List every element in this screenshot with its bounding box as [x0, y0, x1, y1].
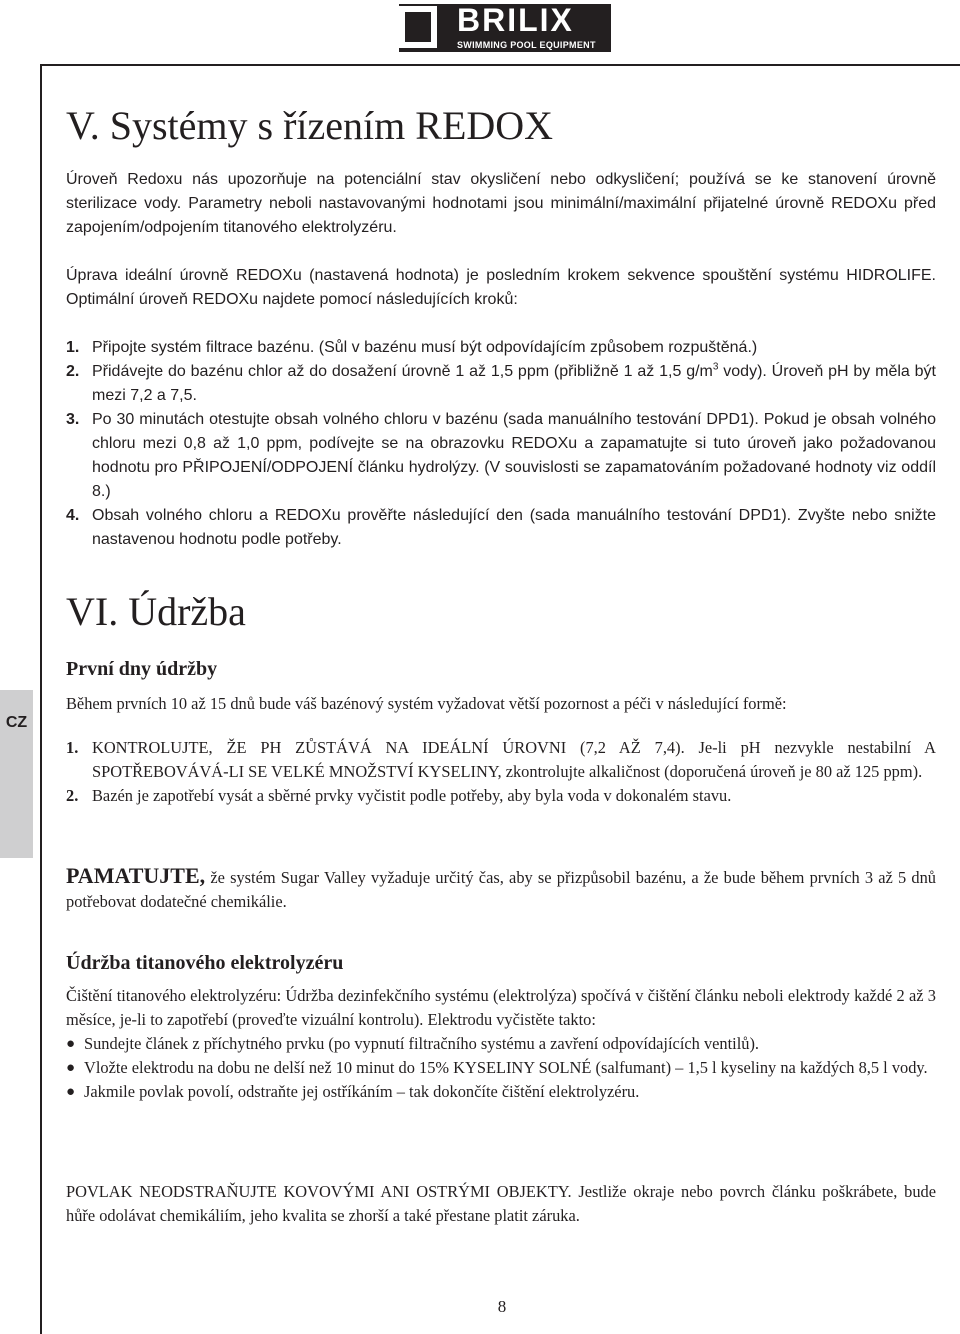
step-number: 3. [66, 411, 80, 428]
step-number: 2. [66, 363, 80, 380]
step-text-after: vody). Úroveň pH by měla být mezi 7,2 a 7,5. [92, 363, 936, 404]
step-number: 4. [66, 507, 80, 524]
page-header [0, 0, 960, 74]
bullet-text: Sundejte článek z příchytného prvku (po vypnutí filtračního systému a zavření odpovídajících ventilů). [84, 1034, 760, 1053]
frame-top-rule [40, 64, 960, 66]
warning-note: POVLAK NEODSTRAŇUJTE KOVOVÝMI ANI OSTRÝMI OBJEKTY. Jestliže okraje nebo povrch článku poškrábete, bude hůře odolávat chemikáliím, jeho kvalita se zhorší a také přestane platit záruka. [66, 1182, 936, 1225]
first-days-steps [66, 736, 936, 808]
logo-subtitle: SWIMMING POOL EQUIPMENT [457, 40, 596, 50]
list-item [66, 1056, 936, 1080]
brilix-logo [399, 4, 611, 52]
section5-setup: Úprava ideální úrovně REDOXu (nastavená hodnota) je posledním krokem sekvence spouštění systému HIDROLIFE. Optimální úroveň REDOXu najdete pomocí následujících kroků: [66, 267, 936, 308]
step-text: Připojte systém filtrace bazénu. (Sůl v bazénu musí být odpovídajícím způsobem rozpuštěná.) [92, 339, 758, 356]
redox-steps [66, 336, 936, 552]
page-number: 8 [497, 1297, 507, 1316]
list-item [66, 360, 936, 408]
bullet-icon: ● [66, 1084, 76, 1100]
bullet-icon: ● [66, 1060, 76, 1076]
logo-square-icon [399, 6, 437, 48]
frame-left-rule [40, 64, 42, 1334]
section6-title: VI. Údržba [66, 589, 246, 634]
electrolyzer-intro: Čištění titanového elektrolyzéru: Údržba dezinfekčního systému (elektrolýza) spočívá v čištění článku neboli elektrody každé 2 až 3 měsíce, je-li to zapotřebí (proveďte vizuální kontrolu). Elektrodu vyčistěte takto: [66, 986, 936, 1029]
superscript: 3 [712, 361, 719, 373]
bullet-text: Vložte elektrodu na dobu ne delší než 10 minut do 15% KYSELINY SOLNÉ (salfumant) – 1,5 l kyseliny na každých 8,5 l vody. [84, 1058, 928, 1077]
language-tab-label: CZ [5, 714, 28, 731]
section5-intro: Úroveň Redoxu nás upozorňuje na potenciální stav okysličení nebo odkysličení; používá se ke stanovení úrovně sterilizace vody. Parametry neboli nastavovanými hodnotami jsou minimální/maximální přijatelné úrovně REDOXu před zapojením/odpojením titanového elektrolyzéru. [66, 171, 936, 236]
step-text-before: Přidávejte do bazénu chlor až do dosažení úrovně 1 až 1,5 ppm (přibližně 1 až 1,5 g/m [92, 363, 713, 380]
remember-text: že systém Sugar Valley vyžaduje určitý čas, aby se přizpůsobil bazénu, a že bude během prvních 3 až 5 dnů potřebovat dodatečné chemikálie. [66, 868, 936, 911]
list-item [66, 408, 936, 504]
step-number: 1. [66, 339, 80, 356]
remember-lead: PAMATUJTE, [66, 863, 206, 888]
bullet-text: Jakmile povlak povolí, odstraňte jej ostříkáním – tak dokončíte čištění elektrolyzéru. [84, 1082, 640, 1101]
list-item [66, 1080, 936, 1104]
logo-text: BRILIX [457, 2, 574, 38]
list-item [66, 336, 936, 360]
step-text: Po 30 minutách otestujte obsah volného chloru v bazénu (sada manuálního testování DPD1). Pokud je obsah volného chloru mezi 0,8 až 1,0 ppm, podívejte se na obrazovku REDOXu a zapamatujte si tuto úroveň jako požadovanou hodnotu pro PŘIPOJENÍ/ODPOJENÍ článku hydrolýzy. (V souvislosti se zapamatováním požadované hodnoty viz oddíl 8.) [92, 411, 936, 500]
list-item [66, 736, 936, 784]
step-number: 1. [66, 738, 79, 757]
step-text: Obsah volného chloru a REDOXu prověřte následující den (sada manuálního testování DPD1). Zvyšte nebo snižte nastavenou hodnotu podle potřeby. [92, 507, 936, 548]
bullet-icon: ● [66, 1036, 76, 1052]
electrolyzer-heading: Údržba titanového elektrolyzéru [66, 952, 344, 974]
step-text: Bazén je zapotřebí vysát a sběrné prvky vyčistit podle potřeby, aby byla voda v dokonalém stavu. [92, 786, 732, 805]
step-number: 2. [66, 786, 79, 805]
list-item [66, 784, 936, 808]
section5-title: V. Systémy s řízením REDOX [66, 103, 554, 148]
first-days-intro: Během prvních 10 až 15 dnů bude váš bazénový systém vyžadovat větší pozornost a péči v následující formě: [66, 694, 787, 713]
list-item [66, 1032, 936, 1056]
remember-note [66, 864, 936, 914]
list-item [66, 504, 936, 552]
cleaning-steps [66, 1032, 936, 1104]
first-days-heading: První dny údržby [66, 658, 218, 680]
step-text: KONTROLUJTE, ŽE PH ZŮSTÁVÁ NA IDEÁLNÍ ÚROVNI (7,2 AŽ 7,4). Je-li pH nezvykle nestabilní A SPOTŘEBOVÁVÁ-LI SE VELKÉ MNOŽSTVÍ KYSELINY, zkontrolujte alkaličnost (doporučená úroveň je 80 až 125 ppm). [92, 738, 936, 781]
